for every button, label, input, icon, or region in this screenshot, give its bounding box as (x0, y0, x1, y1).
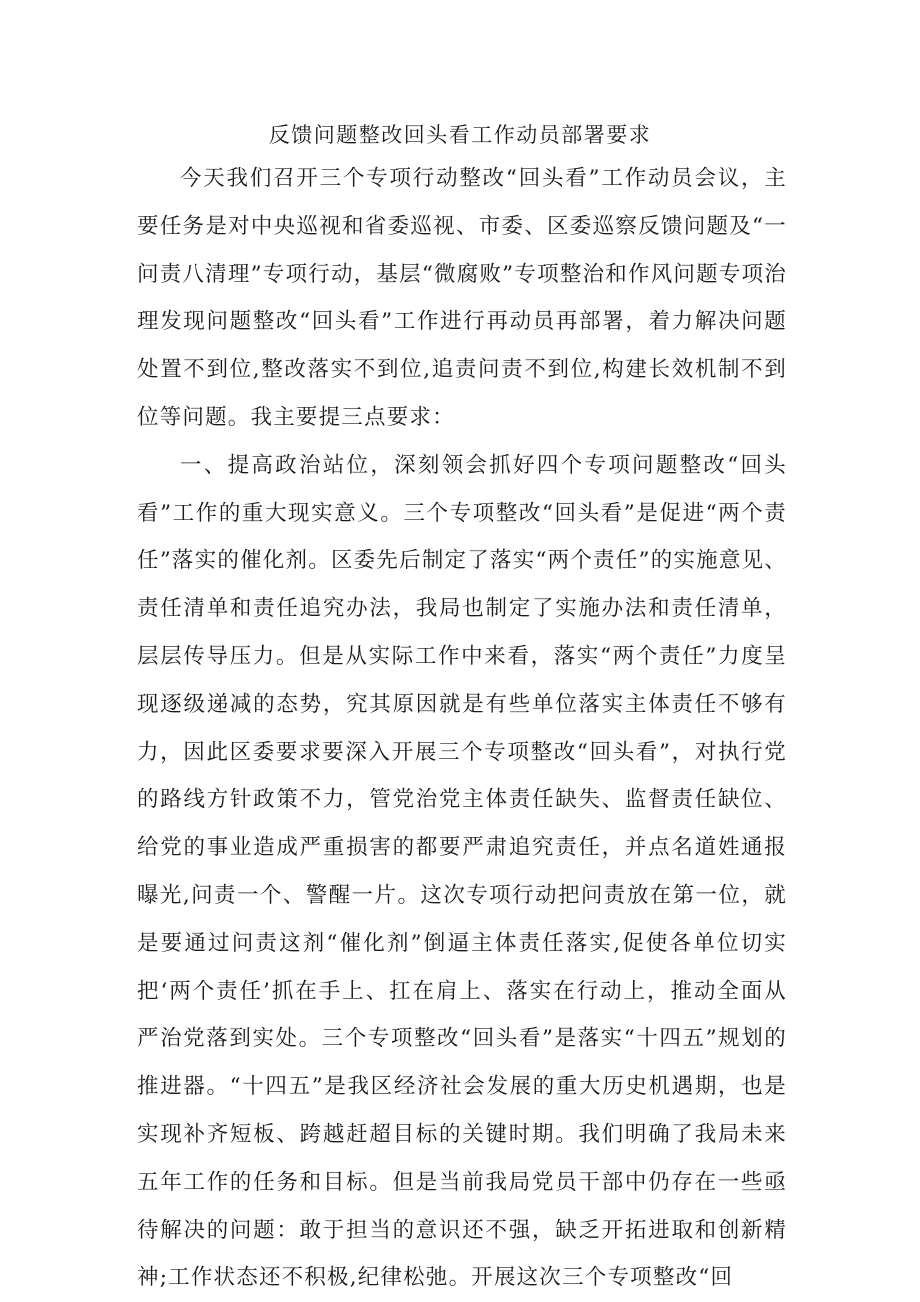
document-body (137, 155, 787, 1302)
paragraph-intro: 今天我们召开三个专项行动整改“回头看”工作动员会议，主要任务是对中央巡视和省委巡视、市委、区委巡察反馈问题及“一问责八清理”专项行动，基层“微腐败”专项整治和作风问题专项治理发现问题整改“回头看”工作进行再动员再部署，着力解决问题处置不到位,整改落实不到位,追责问责不到位,构建长效机制不到位等问题。我主要提三点要求： (137, 166, 787, 430)
document-title: 反馈问题整改回头看工作动员部署要求 (268, 123, 652, 147)
paragraph-requirement-one: 一、提高政治站位，深刻领会抓好四个专项问题整改“回头看”工作的重大现实意义。三个专项整改“回头看”是促进“两个责任”落实的催化剂。区委先后制定了落实“两个责任”的实施意见、责任清单和责任追究办法，我局也制定了实施办法和责任清单，层层传导压力。但是从实际工作中来看，落实“两个责任”力度呈现逐级递减的态势，究其原因就是有些单位落实主体责任不够有力，因此区委要求要深入开展三个专项整改“回头看”，对执行党的路线方针政策不力，管党治党主体责任缺失、监督责任缺位、给党的事业造成严重损害的都要严肃追究责任，并点名道姓通报曝光,问责一个、警醒一片。这次专项行动把问责放在第一位，就是要通过问责这剂“催化剂”倒逼主体责任落实,促使各单位切实把‘两个责任’抓在手上、扛在肩上、落实在行动上，推动全面从严治党落到实处。三个专项整改“回头看”是落实“十四五”规划的推进器。“十四五”是我区经济社会发展的重大历史机遇期，也是实现补齐短板、跨越赶超目标的关键时期。我们明确了我局未来五年工作的任务和目标。但是当前我局党员干部中仍存在一些亟待解决的问题：敢于担当的意识还不强，缺乏开拓进取和创新精神;工作状态还不积极,纪律松弛。开展这次三个专项整改“回 (137, 452, 787, 1291)
